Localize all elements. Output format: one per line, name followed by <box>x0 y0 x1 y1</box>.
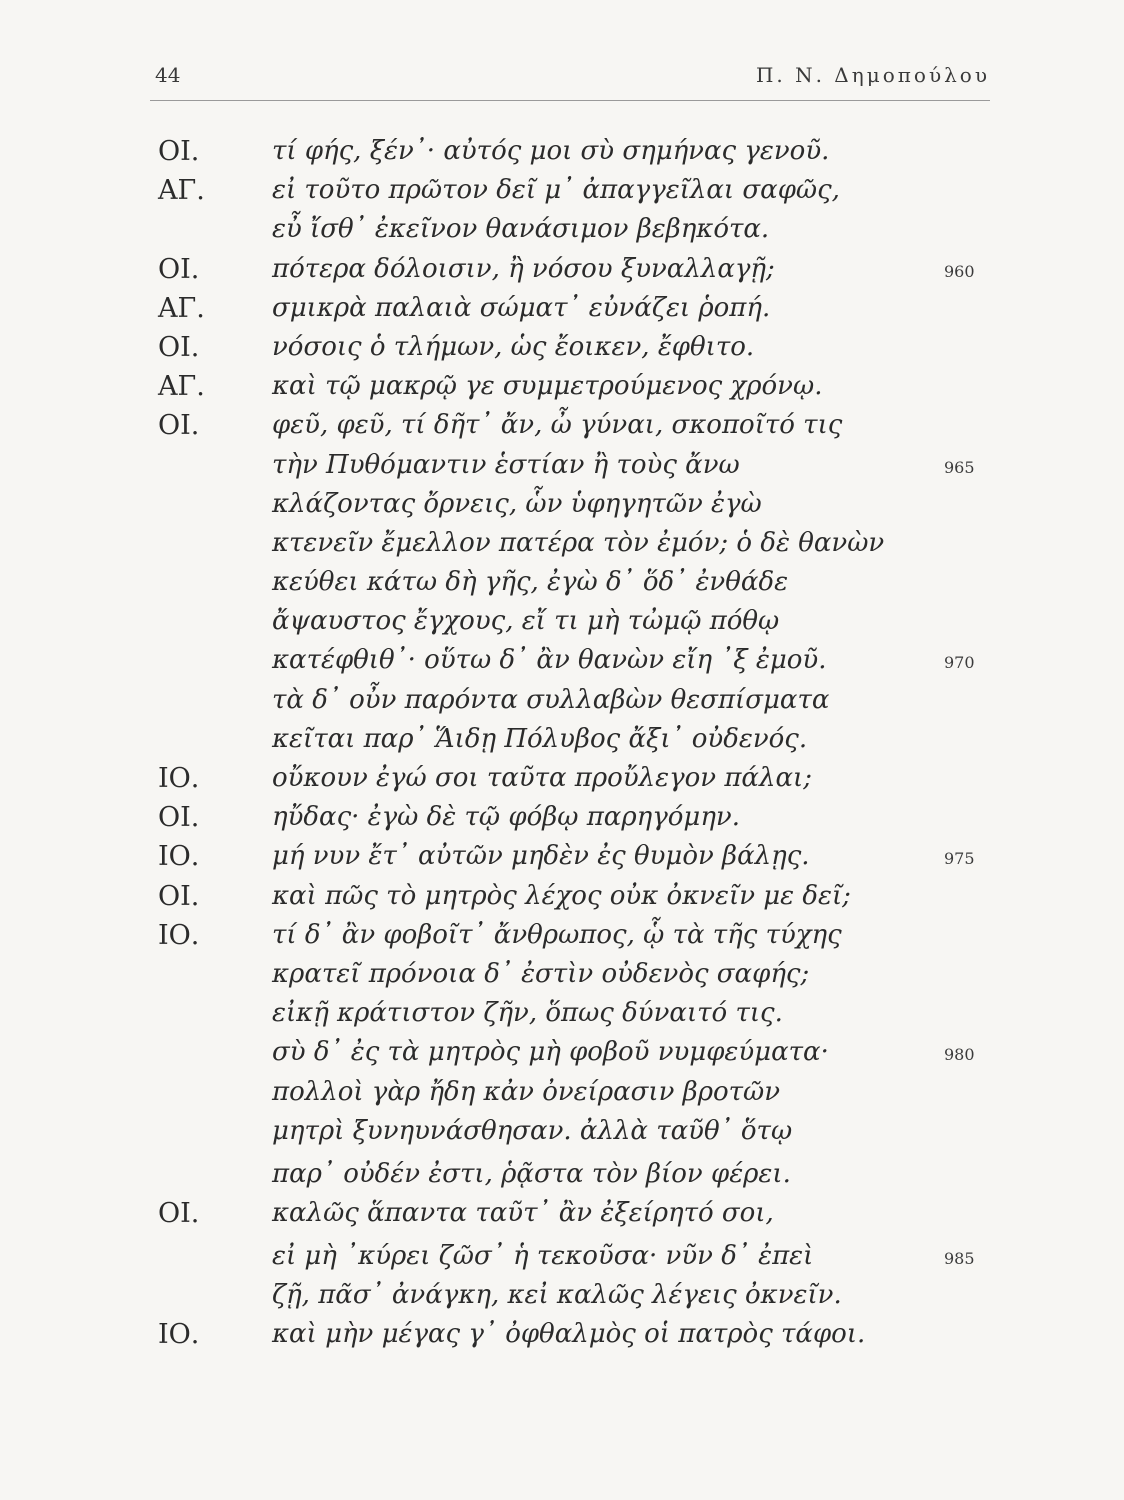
speaker-label: ΟΙ. <box>158 253 200 285</box>
verse-text: κατέφθιθ᾽· οὕτω δ᾽ ἂν θανὼν εἴη ᾽ξ ἐμοῦ. <box>272 645 827 676</box>
verse-text: σὺ δ᾽ ἐς τὰ μητρὸς μὴ φοβοῦ νυμφεύματα· <box>272 1037 829 1068</box>
verse-text: τί δ᾽ ἂν φοβοῖτ᾽ ἄνθρωπος, ᾧ τὰ τῆς τύχης <box>272 919 842 950</box>
speaker-label: ΑΓ. <box>158 292 205 324</box>
verse-text: παρ᾽ οὐδέν ἐστι, ῥᾷστα τὸν βίον φέρει. <box>272 1158 791 1189</box>
verse-line <box>0 916 1124 955</box>
verse-text: καὶ μὴν μέγας γ᾽ ὀφθαλμὸς οἱ πατρὸς τάφοι. <box>272 1319 866 1350</box>
speaker-label: ΟΙ. <box>158 136 200 167</box>
speaker-label: ΙΟ. <box>158 841 200 873</box>
speaker-label: ΑΓ. <box>158 175 205 207</box>
verse-line <box>0 1073 1124 1112</box>
verse-line <box>0 289 1124 328</box>
verse-line <box>0 1112 1124 1155</box>
verse-number: 970 <box>944 653 975 673</box>
verse-line <box>0 1237 1124 1276</box>
verse-text: ζῇ, πᾶσ᾽ ἀνάγκη, κεἰ καλῶς λέγεις ὀκνεῖν. <box>272 1280 842 1311</box>
verse-text: μή νυν ἔτ᾽ αὐτῶν μηδὲν ἐς θυμὸν βάλῃς. <box>272 841 810 872</box>
page-number: 44 <box>155 63 181 87</box>
verse-line <box>0 641 1124 680</box>
speaker-label: ΙΟ. <box>158 763 200 794</box>
verse-text: νόσοις ὁ τλήμων, ὡς ἔοικεν, ἔφθιτο. <box>272 331 755 362</box>
header-rule <box>150 100 990 101</box>
verse-text: καὶ πῶς τὸ μητρὸς λέχος οὐκ ὀκνεῖν με δεῖ; <box>272 880 851 911</box>
verse-text: καὶ τῷ μακρῷ γε συμμετρούμενος χρόνῳ. <box>272 371 823 402</box>
verse-line <box>0 524 1124 563</box>
verse-text: κρατεῖ πρόνοια δ᾽ ἐστὶν οὐδενὸς σαφής; <box>272 958 810 989</box>
verse-text: εἰκῇ κράτιστον ζῆν, ὅπως δύναιτό τις. <box>272 998 783 1029</box>
verse-line <box>0 1315 1124 1354</box>
verse-line <box>0 328 1124 367</box>
verse-text: κεύθει κάτω δὴ γῆς, ἐγὼ δ᾽ ὅδ᾽ ἐνθάδε <box>272 567 789 598</box>
verse-line <box>0 1033 1124 1072</box>
verse-line <box>0 446 1124 485</box>
verse-line <box>0 367 1124 406</box>
verse-line <box>0 1155 1124 1194</box>
verse-line <box>0 681 1124 720</box>
speaker-label: ΙΟ. <box>158 1319 200 1351</box>
verse-number: 980 <box>944 1045 975 1065</box>
verse-text: κεῖται παρ᾽ Ἅιδῃ Πόλυβος ἄξι᾽ οὐδενός. <box>272 723 808 754</box>
verse-text: εἰ τοῦτο πρῶτον δεῖ μ᾽ ἀπαγγεῖλαι σαφῶς, <box>272 175 840 206</box>
verse-line <box>0 406 1124 445</box>
verse-text: τὰ δ᾽ οὖν παρόντα συλλαβὼν θεσπίσματα <box>272 684 830 715</box>
verse-number: 960 <box>944 261 975 281</box>
verse-line <box>0 877 1124 916</box>
verse-line <box>0 210 1124 249</box>
verse-line <box>0 994 1124 1033</box>
verse-line <box>0 837 1124 876</box>
verse-line <box>0 485 1124 524</box>
verse-line <box>0 250 1124 289</box>
speaker-label: ΑΓ. <box>158 371 205 403</box>
verse-text: ηὔδας· ἐγὼ δὲ τῷ φόβῳ παρηγόμην. <box>272 802 740 833</box>
verse-text: φεῦ, φεῦ, τί δῆτ᾽ ἄν, ὦ γύναι, σκοποῖτό τις <box>272 410 843 441</box>
speaker-label: ΙΟ. <box>158 919 200 951</box>
verse-line <box>0 798 1124 837</box>
verse-line <box>0 563 1124 602</box>
verse-line <box>0 171 1124 210</box>
verse-line <box>0 1194 1124 1237</box>
verse-text: ἄψαυστος ἔγχους, εἴ τι μὴ τὠμῷ πόθῳ <box>272 606 780 637</box>
speaker-label: ΟΙ. <box>158 331 200 363</box>
verse-text: καλῶς ἅπαντα ταῦτ᾽ ἂν ἐξείρητό σοι, <box>272 1197 774 1228</box>
verse-text: οὔκουν ἐγώ σοι ταῦτα προὔλεγον πάλαι; <box>272 763 812 793</box>
speaker-label: ΟΙ. <box>158 410 200 442</box>
verse-line <box>0 1276 1124 1315</box>
verse-number: 985 <box>944 1248 975 1268</box>
speaker-label: ΟΙ. <box>158 880 200 912</box>
verse-text: σμικρὰ παλαιὰ σώματ᾽ εὐνάζει ῥοπή. <box>272 292 771 323</box>
verse-text: μητρὶ ξυνηυνάσθησαν. ἀλλὰ ταῦθ᾽ ὅτῳ <box>272 1115 793 1146</box>
verse-line <box>0 132 1124 171</box>
speaker-label: ΟΙ. <box>158 1197 200 1229</box>
verse-line <box>0 720 1124 759</box>
verse-number: 975 <box>944 849 975 869</box>
verse-text: τὴν Πυθόμαντιν ἑστίαν ἢ τοὺς ἄνω <box>272 449 740 480</box>
verse-text: κλάζοντας ὄρνεις, ὧν ὑφηγητῶν ἐγὼ <box>272 488 762 519</box>
page-header <box>155 63 990 95</box>
verse-text: κτενεῖν ἔμελλον πατέρα τὸν ἐμόν; ὁ δὲ θανὼν <box>272 527 885 558</box>
running-head: Π. Ν. Δημοπούλου <box>755 63 990 87</box>
verse-text: εἰ μὴ ᾽κύρει ζῶσ᾽ ἡ τεκοῦσα· νῦν δ᾽ ἐπεὶ <box>272 1240 814 1271</box>
verse-number: 965 <box>944 457 975 477</box>
verse-text: τί φής, ξέν᾽· αὐτός μοι σὺ σημήνας γενοῦ. <box>272 136 830 166</box>
verse-text: πολλοὶ γὰρ ἤδη κἀν ὀνείρασιν βροτῶν <box>272 1076 781 1107</box>
verse-line <box>0 759 1124 798</box>
verse-line <box>0 602 1124 641</box>
verse-text: εὖ ἴσθ᾽ ἐκεῖνον θανάσιμον βεβηκότα. <box>272 214 770 245</box>
verse-lines <box>0 132 1124 1354</box>
verse-line <box>0 955 1124 994</box>
verse-text: πότερα δόλοισιν, ἢ νόσου ξυναλλαγῇ; <box>272 253 775 284</box>
speaker-label: ΟΙ. <box>158 802 200 834</box>
